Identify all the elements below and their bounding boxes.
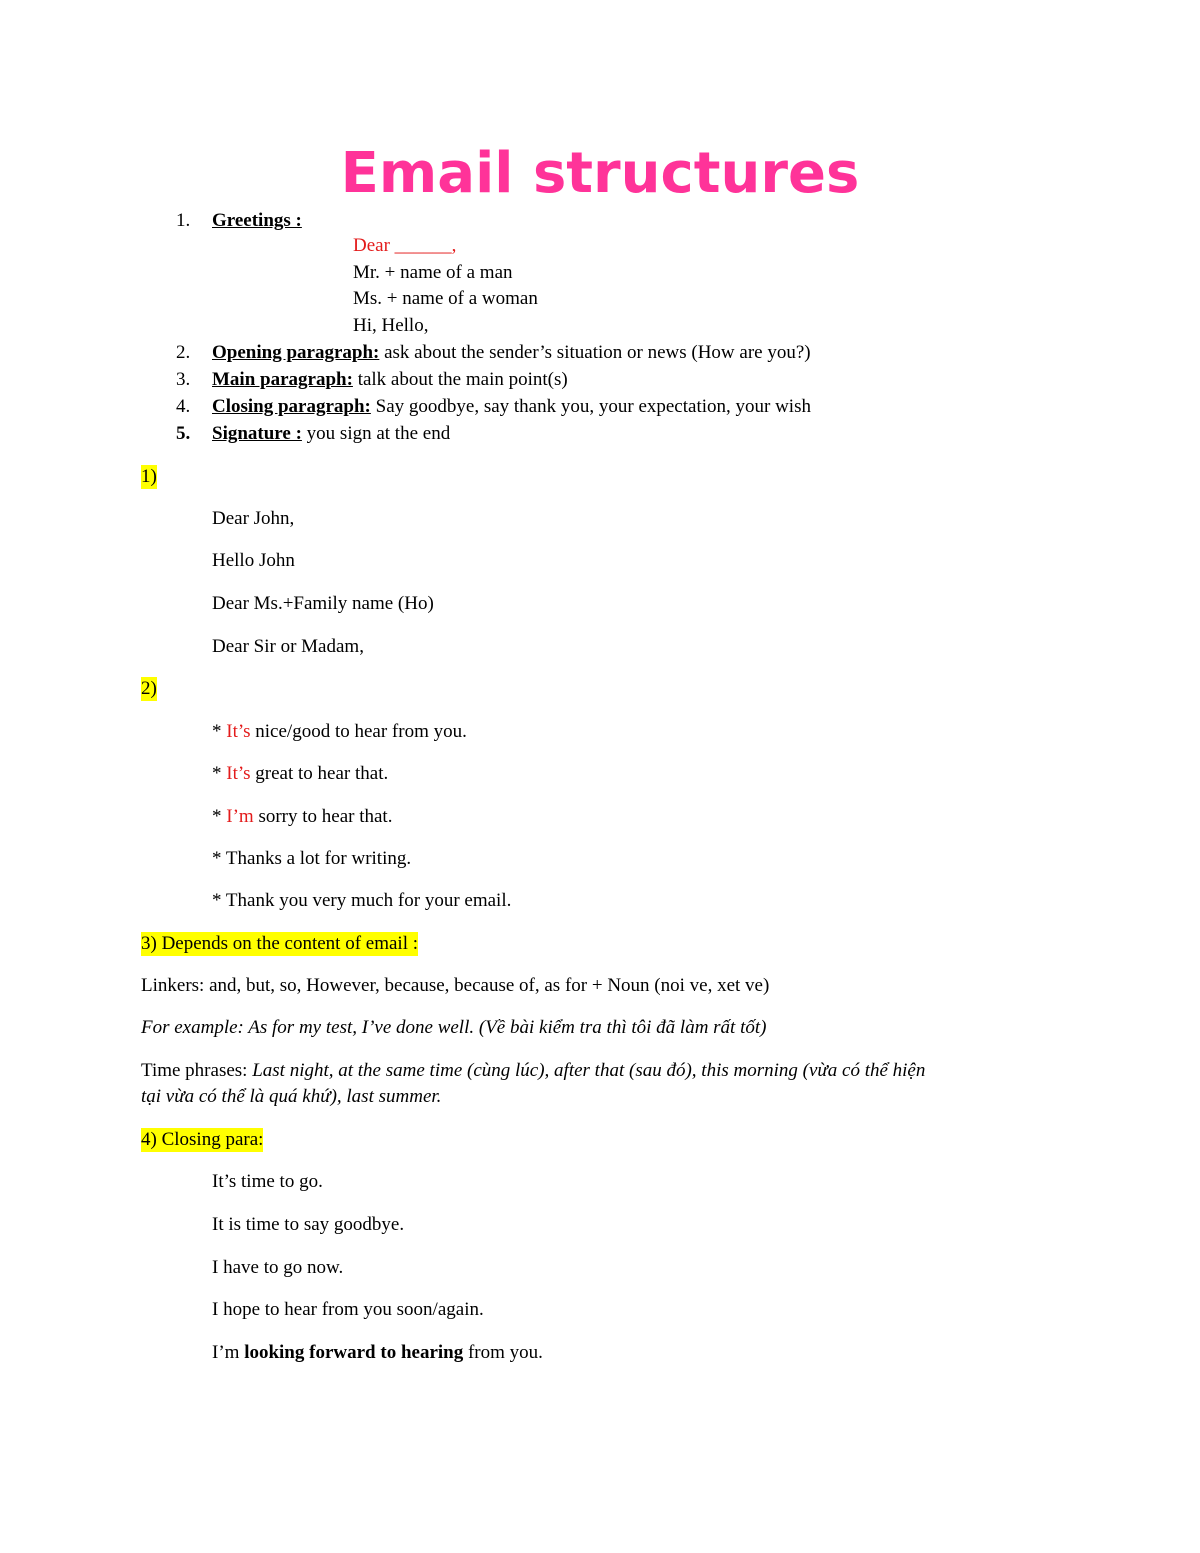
- time-phrases-line-2: tại vừa có thể là quá khứ), last summer.: [141, 1086, 442, 1107]
- example-line: For example: As for my test, I’ve done well. (Về bài kiểm tra thì tôi đã làm rất tốt): [141, 1017, 767, 1038]
- greeting-mr: Mr. + name of a man: [353, 262, 513, 283]
- outline-number: 1.: [176, 210, 191, 231]
- outline-text: talk about the main point(s): [352, 369, 568, 390]
- linkers-line: Linkers: and, but, so, However, because, because of, as for + Noun (noi ve, xet ve): [141, 975, 770, 996]
- section-1-line: Hello John: [212, 550, 295, 571]
- section-2-line: * It’s great to hear that.: [212, 763, 389, 784]
- outline-label: Opening paragraph:: [212, 342, 380, 363]
- outline-item-main: [212, 368, 568, 392]
- greeting-hi: Hi, Hello,: [353, 315, 429, 336]
- outline-number: 2.: [176, 342, 191, 363]
- section-1-line: Dear John,: [212, 508, 295, 529]
- outline-item-greetings: [212, 209, 302, 233]
- document-title: Email structures: [340, 141, 860, 206]
- outline-label: Greetings :: [212, 210, 302, 231]
- section-4-line: It is time to say goodbye.: [212, 1214, 405, 1235]
- section-4-line: It’s time to go.: [212, 1171, 323, 1192]
- outline-text: Say goodbye, say thank you, your expectation, your wish: [370, 396, 811, 417]
- time-phrases-label: Time phrases:: [141, 1060, 253, 1081]
- time-phrases-text: Last night, at the same time (cùng lúc), after that (sau đó), this morning (vừa có thể hiện: [252, 1060, 926, 1081]
- outline-item-opening: [212, 341, 811, 365]
- outline-number: 5.: [176, 423, 191, 444]
- section-2-line: * I’m sorry to hear that.: [212, 806, 393, 827]
- section-1-line: Dear Sir or Madam,: [212, 636, 364, 657]
- outline-item-signature: [212, 422, 450, 446]
- greeting-dear: Dear ______,: [353, 235, 457, 256]
- outline-label: Main paragraph:: [212, 369, 353, 390]
- time-phrases-line: [141, 1059, 925, 1083]
- section-4-line: I have to go now.: [212, 1257, 344, 1278]
- outline-label: Closing paragraph:: [212, 396, 371, 417]
- outline-label: Signature :: [212, 423, 302, 444]
- section-3-heading: 3) Depends on the content of email :: [141, 933, 419, 954]
- outline-number: 3.: [176, 369, 191, 390]
- section-4-heading: 4) Closing para:: [141, 1129, 264, 1150]
- outline-text: ask about the sender’s situation or news (How are you?): [379, 342, 811, 363]
- section-2-line: * Thanks a lot for writing.: [212, 848, 412, 869]
- section-4-line: I hope to hear from you soon/again.: [212, 1299, 484, 1320]
- section-1-heading: 1): [141, 466, 157, 487]
- section-1-line: Dear Ms.+Family name (Ho): [212, 593, 434, 614]
- section-2-line: * Thank you very much for your email.: [212, 890, 512, 911]
- greeting-ms: Ms. + name of a woman: [353, 288, 538, 309]
- section-4-line: I’m looking forward to hearing from you.: [212, 1342, 543, 1363]
- outline-text: you sign at the end: [301, 423, 451, 444]
- section-2-heading: 2): [141, 678, 157, 699]
- outline-item-closing: [212, 395, 811, 419]
- outline-number: 4.: [176, 396, 191, 417]
- section-2-line: * It’s nice/good to hear from you.: [212, 721, 467, 742]
